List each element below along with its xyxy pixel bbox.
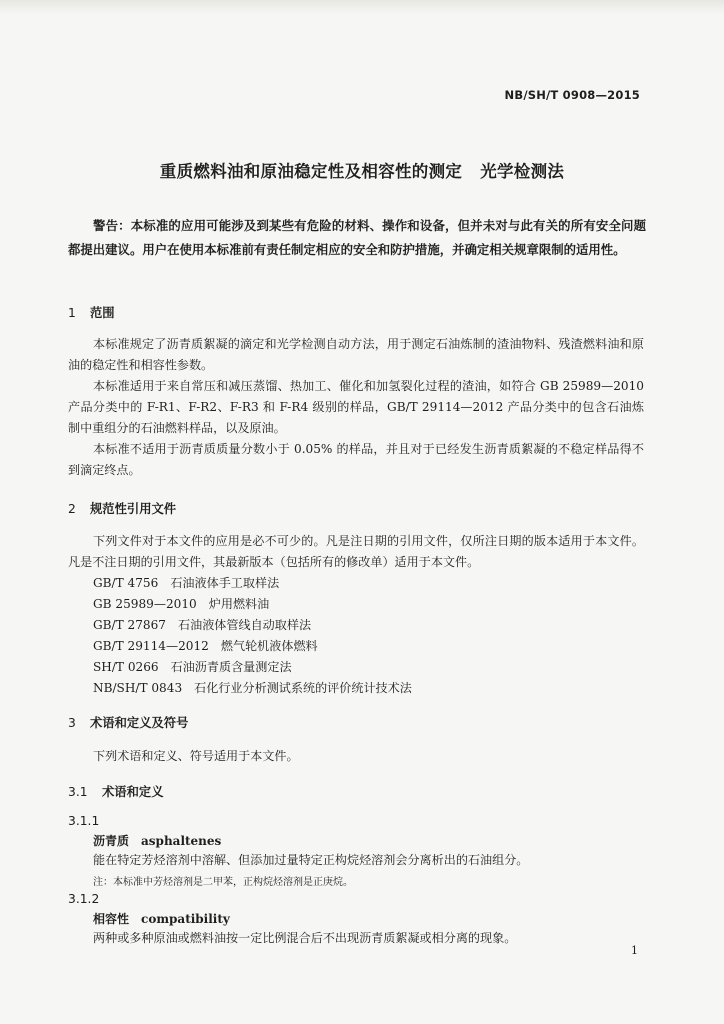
scope-paragraph-3: 本标准不适用于沥青质质量分数小于 0.05% 的样品，并且对于已经发生沥青质絮凝的不稳定样品得不到滴定终点。 — [68, 442, 644, 477]
reference-code: NB/SH/T 0843 — [93, 681, 183, 695]
term-note: 注：本标准中芳烃溶剂是二甲苯，正构烷烃溶剂是正庚烷。 — [93, 877, 353, 888]
reference-code: GB/T 29114—2012 — [93, 639, 209, 653]
section-number: 2 — [68, 502, 76, 516]
reference-list — [93, 573, 412, 699]
section-title: 范围 — [90, 306, 115, 320]
reference-title: 石化行业分析测试系统的评价统计技术法 — [194, 681, 412, 695]
title-main: 重质燃料油和原油稳定性及相容性的测定 — [159, 162, 463, 181]
reference-item — [93, 594, 412, 615]
subsection-title: 术语和定义 — [102, 785, 164, 799]
reference-code: GB/T 27867 — [93, 618, 167, 632]
reference-item — [93, 573, 412, 594]
term-zh: 沥青质 — [93, 834, 130, 848]
scope-paragraph-1: 本标准规定了沥青质絮凝的滴定和光学检测自动方法，用于测定石油炼制的渣油物料、残渣燃料油和原油的稳定性和相容性参数。 — [68, 337, 644, 372]
page-number: 1 — [631, 944, 638, 957]
term-zh: 相容性 — [93, 912, 130, 926]
term-heading — [93, 832, 221, 849]
terms-intro: 下列术语和定义、符号适用于本文件。 — [93, 749, 299, 763]
reference-item — [93, 636, 412, 657]
section-2-heading — [68, 499, 176, 517]
term-number: 3.1.2 — [68, 892, 100, 906]
reference-item — [93, 657, 412, 678]
reference-item — [93, 678, 412, 699]
reference-title: 石油液体管线自动取样法 — [178, 618, 312, 632]
document-title — [0, 158, 724, 182]
term-number: 3.1.1 — [68, 814, 100, 828]
term-definition: 两种或多种原油或燃料油按一定比例混合后不出现沥青质絮凝或相分离的现象。 — [93, 931, 517, 945]
section-title: 规范性引用文件 — [90, 502, 177, 516]
section-3-heading — [68, 713, 188, 731]
term-en: compatibility — [141, 912, 230, 926]
term-heading — [93, 910, 230, 927]
term-en: asphaltenes — [141, 834, 222, 848]
section-title: 术语和定义及符号 — [90, 716, 189, 730]
reference-code: GB 25989—2010 — [93, 597, 197, 611]
reference-title: 炉用燃料油 — [208, 597, 270, 611]
reference-title: 燃气轮机液体燃料 — [220, 639, 318, 653]
scan-edge-shadow — [0, 0, 724, 14]
reference-title: 石油沥青质含量测定法 — [170, 660, 292, 674]
section-1-heading — [68, 303, 115, 321]
standard-code: NB/SH/T 0908—2015 — [504, 88, 640, 102]
warning-paragraph: 警告：本标准的应用可能涉及到某些有危险的材料、操作和设备，但并未对与此有关的所有安全问题都提出建议。用户在使用本标准前有责任制定相应的安全和防护措施，并确定相关规章限制的适用性。 — [68, 218, 646, 257]
reference-title: 石油液体手工取样法 — [170, 576, 280, 590]
section-number: 1 — [68, 306, 76, 320]
reference-item — [93, 615, 412, 636]
term-definition: 能在特定芳烃溶剂中溶解、但添加过量特定正构烷烃溶剂会分离析出的石油组分。 — [93, 853, 529, 867]
subsection-number: 3.1 — [68, 785, 88, 799]
subsection-3-1-heading — [68, 782, 164, 800]
section-number: 3 — [68, 716, 76, 730]
reference-code: SH/T 0266 — [93, 660, 159, 674]
references-intro: 下列文件对于本文件的应用是必不可少的。凡是注日期的引用文件，仅所注日期的版本适用于本文件。凡是不注日期的引用文件，其最新版本（包括所有的修改单）适用于本文件。 — [68, 534, 644, 569]
scope-paragraph-2: 本标准适用于来自常压和减压蒸馏、热加工、催化和加氢裂化过程的渣油，如符合 GB 25989—2010 产品分类中的 F-R1、F-R2、F-R3 和 F-R4 级别的样品，GB/T 29114—2012 产品分类中的包含石油炼制中重组分的石油燃料样品，以及原油。 — [68, 379, 644, 435]
reference-code: GB/T 4756 — [93, 576, 159, 590]
title-sub: 光学检测法 — [480, 162, 565, 181]
